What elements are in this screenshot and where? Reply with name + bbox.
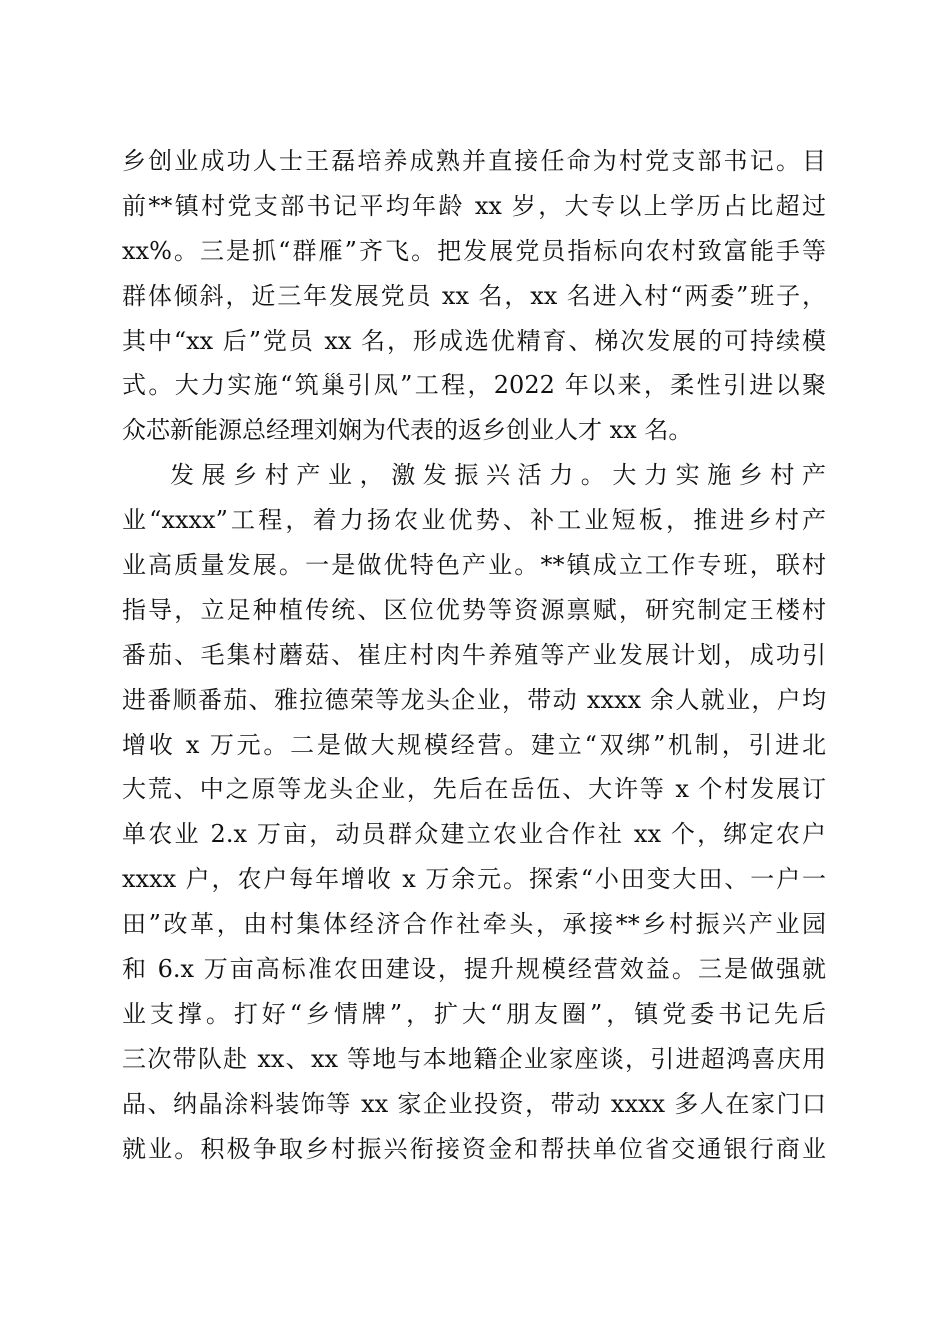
text-line: 品、纳晶涂料装饰等 xx 家企业投资，带动 xxxx 多人在家门口: [122, 1089, 826, 1118]
text-line: 进番顺番茄、雅拉德荣等龙头企业，带动 xxxx 余人就业，户均: [122, 685, 826, 714]
text-line: 前**镇村党支部书记平均年龄 xx 岁，大专以上学历占比超过: [122, 191, 826, 220]
text-line: 业“xxxx”工程，着力扬农业优势、补工业短板，推进乡村产: [122, 506, 826, 535]
text-line: xxxx 户，农户每年增收 x 万余元。探索“小田变大田、一户一: [122, 865, 826, 894]
text-line: 式。大力实施“筑巢引凤”工程，2022 年以来，柔性引进以聚: [122, 371, 826, 400]
text-line: 群体倾斜，近三年发展党员 xx 名，xx 名进入村“两委”班子，: [122, 281, 826, 310]
text-line: 业支撑。打好“乡情牌”，扩大“朋友圈”，镇党委书记先后: [122, 999, 826, 1028]
text-line: 大荒、中之原等龙头企业，先后在岳伍、大许等 x 个村发展订: [122, 775, 826, 804]
text-line: 就业。积极争取乡村振兴衔接资金和帮扶单位省交通银行商业: [122, 1134, 826, 1163]
text-line: 业高质量发展。一是做优特色产业。**镇成立工作专班，联村: [122, 551, 826, 580]
text-line: 发展乡村产业，激发振兴活力。大力实施乡村产: [170, 461, 826, 490]
text-line: 众芯新能源总经理刘娴为代表的返乡创业人才 xx 名。: [122, 416, 693, 445]
paragraph-2: [122, 453, 826, 1171]
text-line: 三次带队赴 xx、xx 等地与本地籍企业家座谈，引进超鸿喜庆用: [122, 1044, 826, 1073]
paragraph-1: [122, 139, 826, 453]
text-line: xx%。三是抓“群雁”齐飞。把发展党员指标向农村致富能手等: [122, 236, 826, 265]
text-line: 田”改革，由村集体经济合作社牵头，承接**乡村振兴产业园: [122, 910, 826, 939]
document-body: [122, 139, 826, 1171]
text-line: 增收 x 万元。二是做大规模经营。建立“双绑”机制，引进北: [122, 730, 826, 759]
text-line: 其中“xx 后”党员 xx 名，形成选优精育、梯次发展的可持续模: [122, 326, 826, 355]
text-line: 乡创业成功人士王磊培养成熟并直接任命为村党支部书记。目: [122, 147, 826, 175]
text-line: 单农业 2.x 万亩，动员群众建立农业合作社 xx 个，绑定农户: [122, 820, 826, 849]
text-line: 番茄、毛集村蘑菇、崔庄村肉牛养殖等产业发展计划，成功引: [122, 640, 826, 669]
text-line: 指导，立足种植传统、区位优势等资源禀赋，研究制定王楼村: [122, 595, 826, 624]
text-line: 和 6.x 万亩高标准农田建设，提升规模经营效益。三是做强就: [122, 955, 826, 984]
